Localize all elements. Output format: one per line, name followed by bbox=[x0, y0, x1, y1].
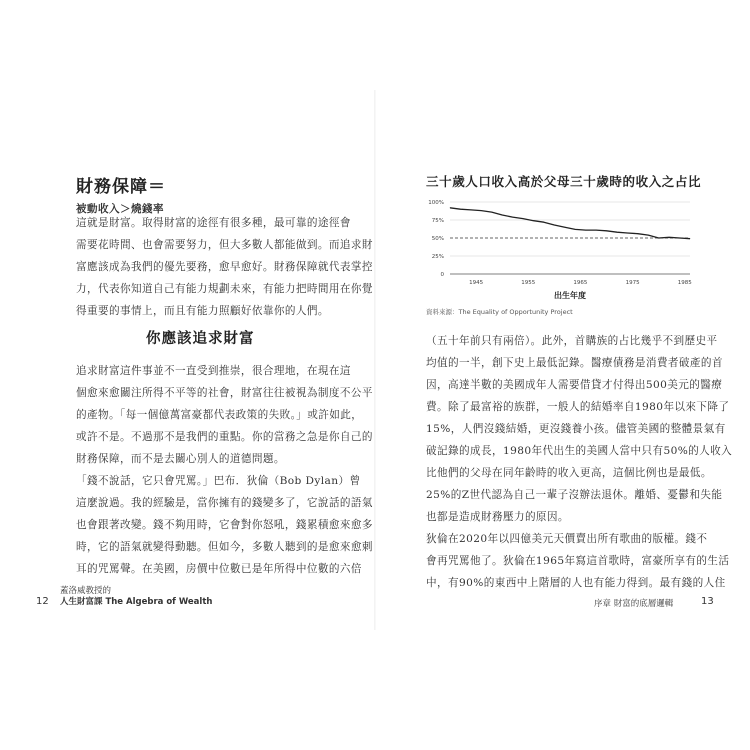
text-line: 均值的一半，創下史上最低記錄。醫療債務是消費者破產的首 bbox=[426, 357, 723, 369]
text-line: 得重要的事情上，而且有能力照顧好依靠你的人們。 bbox=[76, 305, 329, 317]
y-tick-label: 50% bbox=[431, 236, 444, 242]
data-point bbox=[690, 238, 691, 239]
line-chart bbox=[420, 192, 700, 304]
data-point bbox=[450, 207, 451, 208]
text-line: 會再咒罵他了。狄倫在1965年寫這首歌時，富豪所享有的生活 bbox=[426, 555, 730, 567]
data-point bbox=[596, 230, 597, 231]
text-line: 個愈來愈關注所得不平等的社會，財富往往被視為制度不公平 bbox=[76, 387, 373, 399]
section-title: 財務保障＝ bbox=[76, 177, 166, 197]
y-tick-label: 0 bbox=[440, 272, 444, 278]
text-line: 狄倫在2020年以四億美元天價賣出所有歌曲的版權。錢不 bbox=[426, 533, 708, 545]
text-line: 15%，人們沒錢結婚，更沒錢養小孩。儘管美國的整體景氣有 bbox=[426, 423, 726, 435]
section-subtitle: 被動收入＞燒錢率 bbox=[76, 203, 164, 215]
text-line: 破記錄的成長，1980年代出生的美國人當中只有50%的人收入 bbox=[426, 445, 733, 457]
data-point bbox=[544, 222, 545, 223]
text-line: 追求財富這件事並不一直受到推崇，很合理地，在現在這 bbox=[76, 365, 351, 377]
x-axis-label: 出生年度 bbox=[554, 291, 586, 300]
page-number-right: 13 bbox=[701, 596, 714, 607]
data-point bbox=[606, 231, 607, 232]
running-footer-left bbox=[60, 586, 212, 608]
text-line: 也會跟著改變。錢不夠用時，它會對你怒吼，錢累積愈來愈多 bbox=[76, 519, 373, 531]
chart-source: 資料來源：The Equality of Opportunity Project bbox=[426, 308, 573, 316]
data-point bbox=[617, 232, 618, 233]
paragraph-body bbox=[76, 360, 373, 580]
x-tick-label: 1965 bbox=[573, 280, 588, 286]
text-line: 這就是財富。取得財富的途徑有很多種，最可靠的途徑會 bbox=[76, 217, 351, 229]
data-point bbox=[575, 229, 576, 230]
data-point bbox=[658, 238, 659, 239]
text-line: 力，代表你知道自己有能力規劃未來，有能力把時間用在你覺 bbox=[76, 283, 373, 295]
text-line: 的產物。「每一個億萬富豪都代表政策的失敗。」或許如此， bbox=[76, 409, 363, 421]
data-point bbox=[460, 209, 461, 210]
data-point bbox=[554, 225, 555, 226]
text-line: 因，高達半數的美國成年人需要借貸才付得出500美元的醫療 bbox=[426, 379, 723, 391]
x-tick-label: 1955 bbox=[521, 280, 536, 286]
text-line: 「錢不說話，它只會咒罵。」巴布．狄倫（Bob Dylan）曾 bbox=[76, 475, 361, 487]
data-point bbox=[491, 212, 492, 213]
data-point bbox=[481, 210, 482, 211]
chart-title: 三十歲人口收入高於父母三十歲時的收入之占比 bbox=[426, 174, 702, 189]
paragraph-intro bbox=[76, 212, 373, 322]
x-tick-label: 1945 bbox=[469, 280, 484, 286]
text-line: 費。除了最富裕的族群，一般人的結婚率自1980年以來下降了 bbox=[426, 401, 730, 413]
text-line: 時，它的語氣就變得動聽。但如今，多數人聽到的是愈來愈刺 bbox=[76, 541, 373, 553]
text-line: 也都是造成財務壓力的原因。 bbox=[426, 511, 569, 523]
running-footer-right: 序章 財富的底層邏輯 bbox=[594, 599, 674, 609]
section-heading bbox=[76, 172, 166, 216]
data-point bbox=[564, 227, 565, 228]
subheading: 你應該追求財富 bbox=[146, 330, 255, 347]
text-line: 25%的Z世代認為自己一輩子沒辦法退休。離婚、憂鬱和失能 bbox=[426, 489, 723, 501]
text-line: 富應該成為我們的優先要務，愈早愈好。財務保障就代表掌控 bbox=[76, 261, 373, 273]
data-point bbox=[679, 238, 680, 239]
data-point bbox=[638, 233, 639, 234]
data-point bbox=[627, 233, 628, 234]
data-point bbox=[471, 210, 472, 211]
x-tick-label: 1985 bbox=[677, 280, 692, 286]
x-tick-label: 1975 bbox=[625, 280, 640, 286]
text-line: 中，有90%的東西中上階層的人也有能力得到。最有錢的人住 bbox=[426, 577, 726, 589]
footer-line: 蓋洛威教授的 bbox=[60, 586, 112, 596]
data-point bbox=[648, 235, 649, 236]
data-point bbox=[669, 237, 670, 238]
data-point bbox=[502, 215, 503, 216]
text-line: 需要花時間、也會需要努力，但大多數人都能做到。而追求財 bbox=[76, 239, 373, 251]
text-line: 這麼說過。我的經驗是，當你擁有的錢變多了，它說話的語氣 bbox=[76, 497, 373, 509]
page-number-left: 12 bbox=[36, 596, 49, 607]
text-line: 或許不是。不過那不是我們的重點。你的當務之急是你自己的 bbox=[76, 431, 373, 443]
y-tick-label: 100% bbox=[428, 200, 444, 206]
data-point bbox=[533, 220, 534, 221]
series-line bbox=[450, 208, 690, 239]
text-line: 財務保障，而不是去關心別人的道德問題。 bbox=[76, 453, 285, 465]
y-tick-label: 75% bbox=[431, 218, 444, 224]
book-gutter bbox=[374, 90, 376, 630]
text-line: 比他們的父母在同年齡時的收入更高，這個比例也是最低。 bbox=[426, 467, 712, 479]
footer-line: 人生財富課 The Algebra of Wealth bbox=[60, 597, 213, 607]
data-point bbox=[585, 230, 586, 231]
y-tick-label: 25% bbox=[431, 254, 444, 260]
paragraph-continued bbox=[426, 330, 732, 594]
data-point bbox=[523, 218, 524, 219]
text-line: 耳的咒罵聲。在美國，房價中位數已是年所得中位數的六倍 bbox=[76, 563, 362, 575]
data-point bbox=[512, 217, 513, 218]
text-line: （五十年前只有兩倍）。此外，首購族的占比幾乎不到歷史平 bbox=[426, 335, 718, 347]
